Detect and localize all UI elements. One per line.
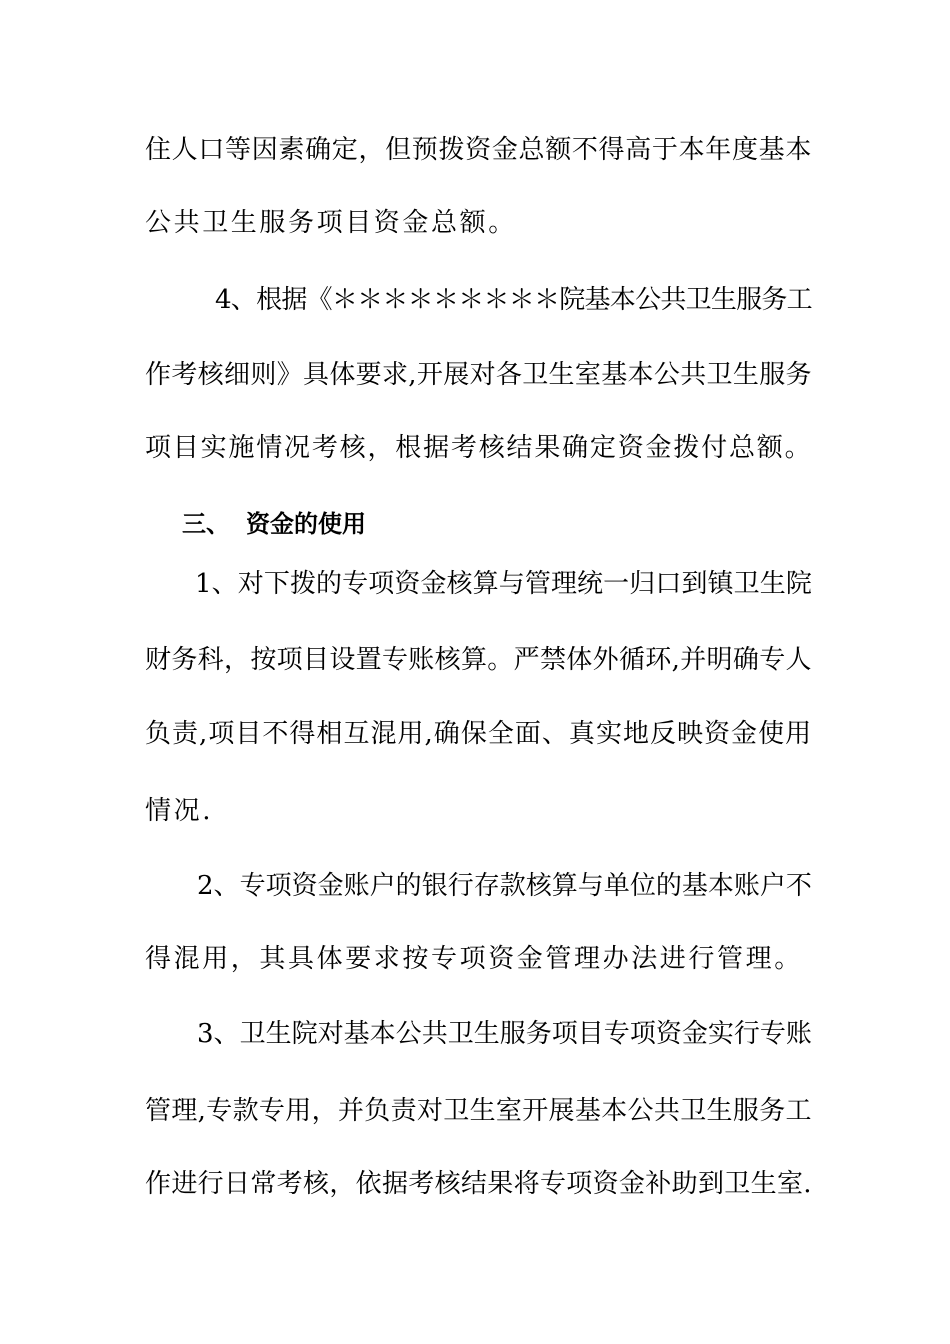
paragraph-line: 得混用，其具体要求按专项资金管理办法进行管理。 xyxy=(145,944,803,974)
paragraph-line: 1、对下拨的专项资金核算与管理统一归口到镇卫生院 xyxy=(195,569,812,599)
section-title: 资金的使用 xyxy=(246,510,366,538)
paragraph-line: 负责,项目不得相互混用,确保全面、真实地反映资金使用 xyxy=(145,719,813,749)
paragraph-line: 3、卫生院对基本公共卫生服务项目专项资金实行专账 xyxy=(197,1019,812,1049)
paragraph-line: 2、专项资金账户的银行存款核算与单位的基本账户不 xyxy=(197,871,812,901)
paragraph-line: 作进行日常考核，依据考核结果将专项资金补助到卫生室. xyxy=(145,1169,812,1199)
section-number: 三、 xyxy=(182,510,230,538)
paragraph-line: 公共卫生服务项目资金总额。 xyxy=(145,208,517,238)
paragraph-line: 情况. xyxy=(145,796,214,826)
paragraph-line: 项目实施情况考核，根据考核结果确定资金拨付总额。 xyxy=(145,433,813,463)
paragraph-line: 财务科，按项目设置专账核算。严禁体外循环,并明确专人 xyxy=(145,645,812,675)
section-heading xyxy=(182,508,366,540)
paragraph-line: 管理,专款专用，并负责对卫生室开展基本公共卫生服务工 xyxy=(145,1096,812,1126)
paragraph-line: 住人口等因素确定，但预拨资金总额不得高于本年度基本 xyxy=(145,135,813,165)
paragraph-line: 4、根据《＊＊＊＊＊＊＊＊＊院基本公共卫生服务工 xyxy=(215,285,812,315)
paragraph-line: 作考核细则》具体要求,开展对各卫生室基本公共卫生服务 xyxy=(145,360,812,390)
